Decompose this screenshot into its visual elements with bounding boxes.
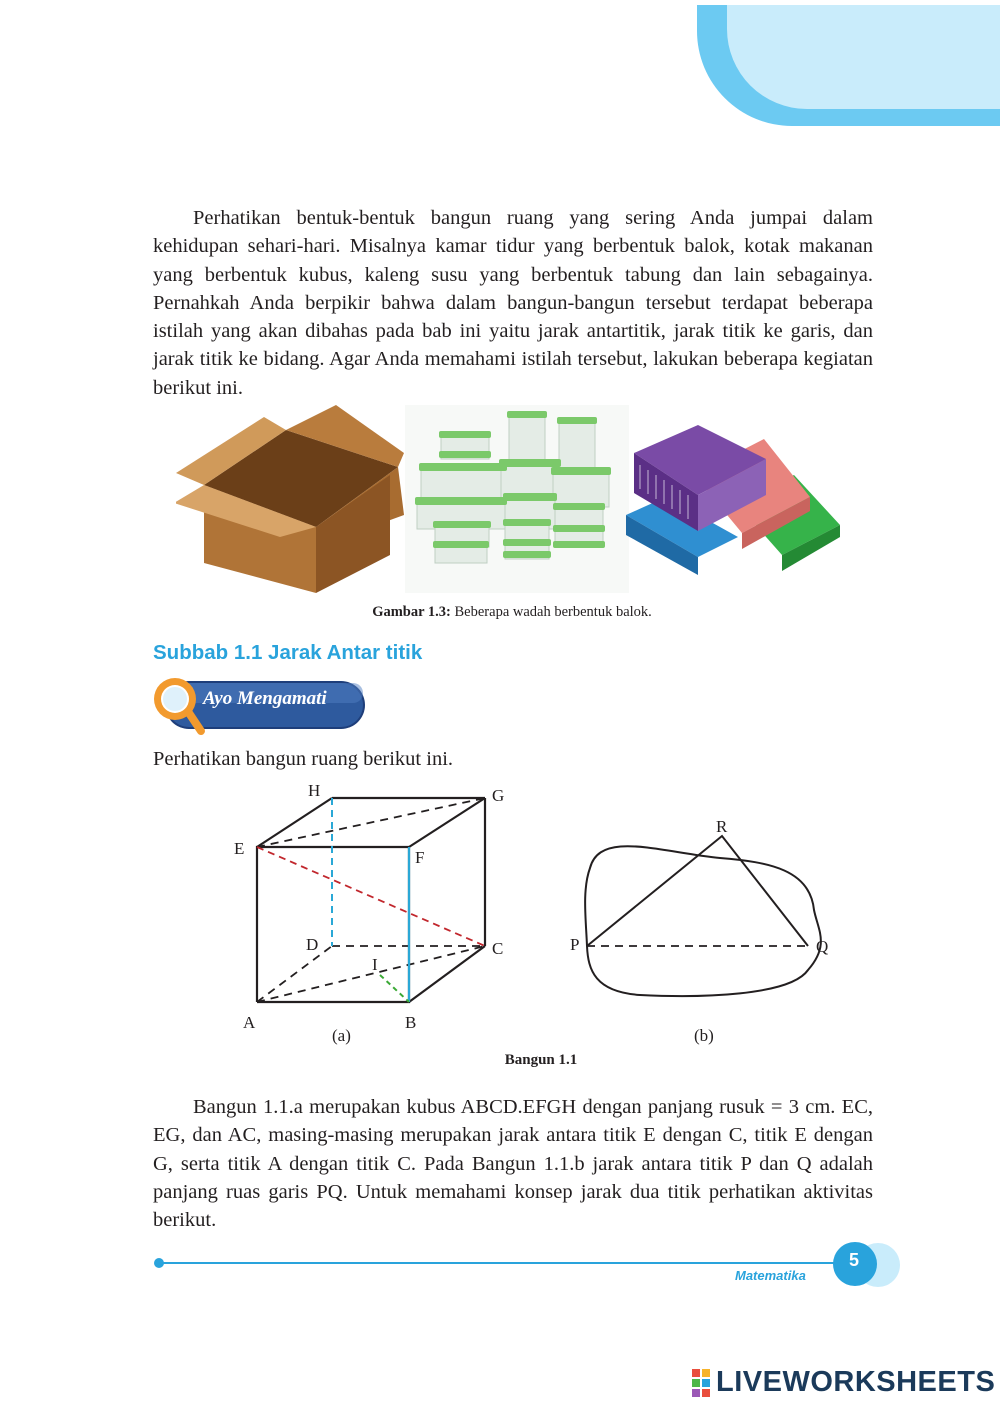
point-label-q: Q — [816, 937, 829, 956]
cube-vertex-labels — [234, 781, 504, 1045]
vertex-label-f: F — [415, 848, 425, 867]
vertex-label-g: G — [492, 786, 505, 805]
subsection-title: Subbab 1.1 Jarak Antar titik — [153, 641, 423, 664]
point-label-p: P — [570, 935, 580, 954]
bangun-title: Bangun 1.1 — [504, 1052, 578, 1068]
corner-tab-decoration — [697, 5, 1000, 126]
page-number: 5 — [848, 1250, 859, 1270]
liveworksheets-watermark: LIVEWORKSHEETS — [716, 1366, 996, 1398]
figure-caption-text: Beberapa wadah berbentuk balok. — [450, 604, 652, 620]
vertex-label-a: A — [243, 1013, 256, 1032]
vertex-label-c: C — [492, 939, 504, 958]
vertex-label-h: H — [308, 781, 321, 800]
gift-boxes-photo — [626, 405, 842, 595]
cube-abcd-efgh — [257, 798, 485, 1002]
observe-instruction: Perhatikan bangun ruang berikut ini. — [153, 748, 454, 770]
figure-caption-label: Gambar 1.3: — [372, 604, 451, 620]
ayo-mengamati-label: Ayo Mengamati — [203, 688, 327, 709]
outro-paragraph: Bangun 1.1.a merupakan kubus ABCD.EFGH dengan panjang rusuk = 3 cm. EC, EG, dan AC, masing-masing merupakan jarak antara titik E dengan C, titik E dengan G, serta titik A dengan titik C. Pada Bangun 1.1.b jarak antara titik P dan Q adalah panjang ruas garis PQ. Untuk memahami konsep jarak dua titik perhatikan aktivitas berikut. — [153, 1096, 873, 1232]
plastic-containers-photo — [405, 405, 629, 593]
intro-paragraph: Perhatikan bentuk-bentuk bangun ruang yang sering Anda jumpai dalam kehidupan sehari-hari. Misalnya kamar tidur yang berbentuk balok, kotak makanan yang berbentuk kubus, kaleng susu yang berbentuk tabung dan lain sebagainya. Pernahkah Anda berpikir bahwa dalam bangun-bangun tersebut terdapat beberapa istilah yang akan dibahas pada bab ini yaitu jarak antartitik, jarak titik ke garis, dan jarak titik ke bidang. Agar Anda memahami istilah tersebut, lakukan beberapa kegiatan berikut ini. — [153, 207, 873, 399]
triangle-pqr — [587, 836, 808, 946]
cube-caption-label: (a) — [332, 1026, 351, 1045]
vertex-label-i: I — [372, 955, 378, 974]
irregular-plane-shape — [585, 846, 821, 996]
shape-caption-label: (b) — [694, 1026, 714, 1045]
vertex-label-e: E — [234, 839, 245, 858]
vertex-label-d: D — [306, 935, 319, 954]
footer-subject: Matematika — [735, 1268, 806, 1283]
figure-caption — [0, 604, 1000, 621]
vertex-label-b: B — [405, 1013, 417, 1032]
cardboard-box-photo — [176, 405, 404, 595]
point-label-r: R — [716, 817, 728, 836]
shape-point-labels — [570, 817, 828, 1045]
bangun-1-1-figure — [0, 770, 1000, 1080]
